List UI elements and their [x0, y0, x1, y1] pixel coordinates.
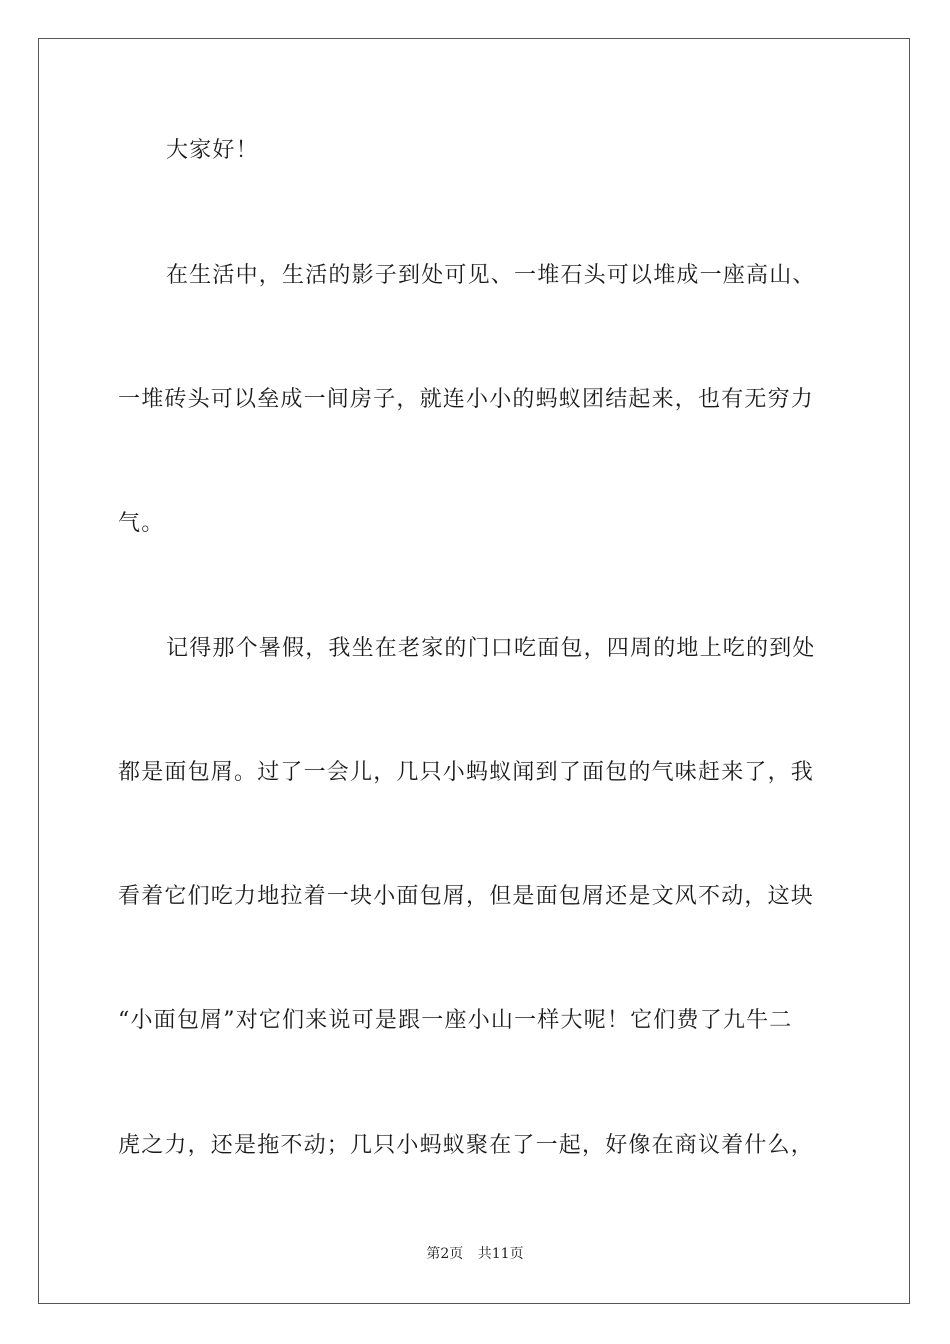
paragraph-2-line-1: 记得那个暑假，我坐在老家的门口吃面包，四周的地上吃的到处 — [166, 636, 816, 661]
paragraph-2-line-2: 都是面包屑。过了一会儿，几只小蚂蚁闻到了面包的气味赶来了，我 — [118, 760, 815, 785]
paragraph-1-line-3: 气。 — [118, 511, 165, 536]
paragraph-2-line-5: 虎之力，还是拖不动；几只小蚂蚁聚在了一起，好像在商议着什么， — [118, 1133, 815, 1158]
paragraph-1-line-1: 在生活中，生活的影子到处可见、一堆石头可以堆成一座高山、 — [166, 263, 816, 288]
page-border — [38, 38, 910, 1304]
page-total: 共11页 — [477, 1246, 524, 1262]
paragraph-2-line-3: 看着它们吃力地拉着一块小面包屑，但是面包屑还是文风不动，这块 — [118, 884, 815, 909]
greeting-line: 大家好！ — [166, 138, 259, 163]
page-footer — [0, 1244, 950, 1264]
paragraph-1-line-2: 一堆砖头可以垒成一间房子，就连小小的蚂蚁团结起来，也有无穷力 — [118, 387, 815, 412]
paragraph-2-line-4: “小面包屑”对它们来说可是跟一座小山一样大呢！它们费了九牛二 — [118, 1008, 793, 1033]
page-number: 第2页 — [426, 1246, 464, 1262]
